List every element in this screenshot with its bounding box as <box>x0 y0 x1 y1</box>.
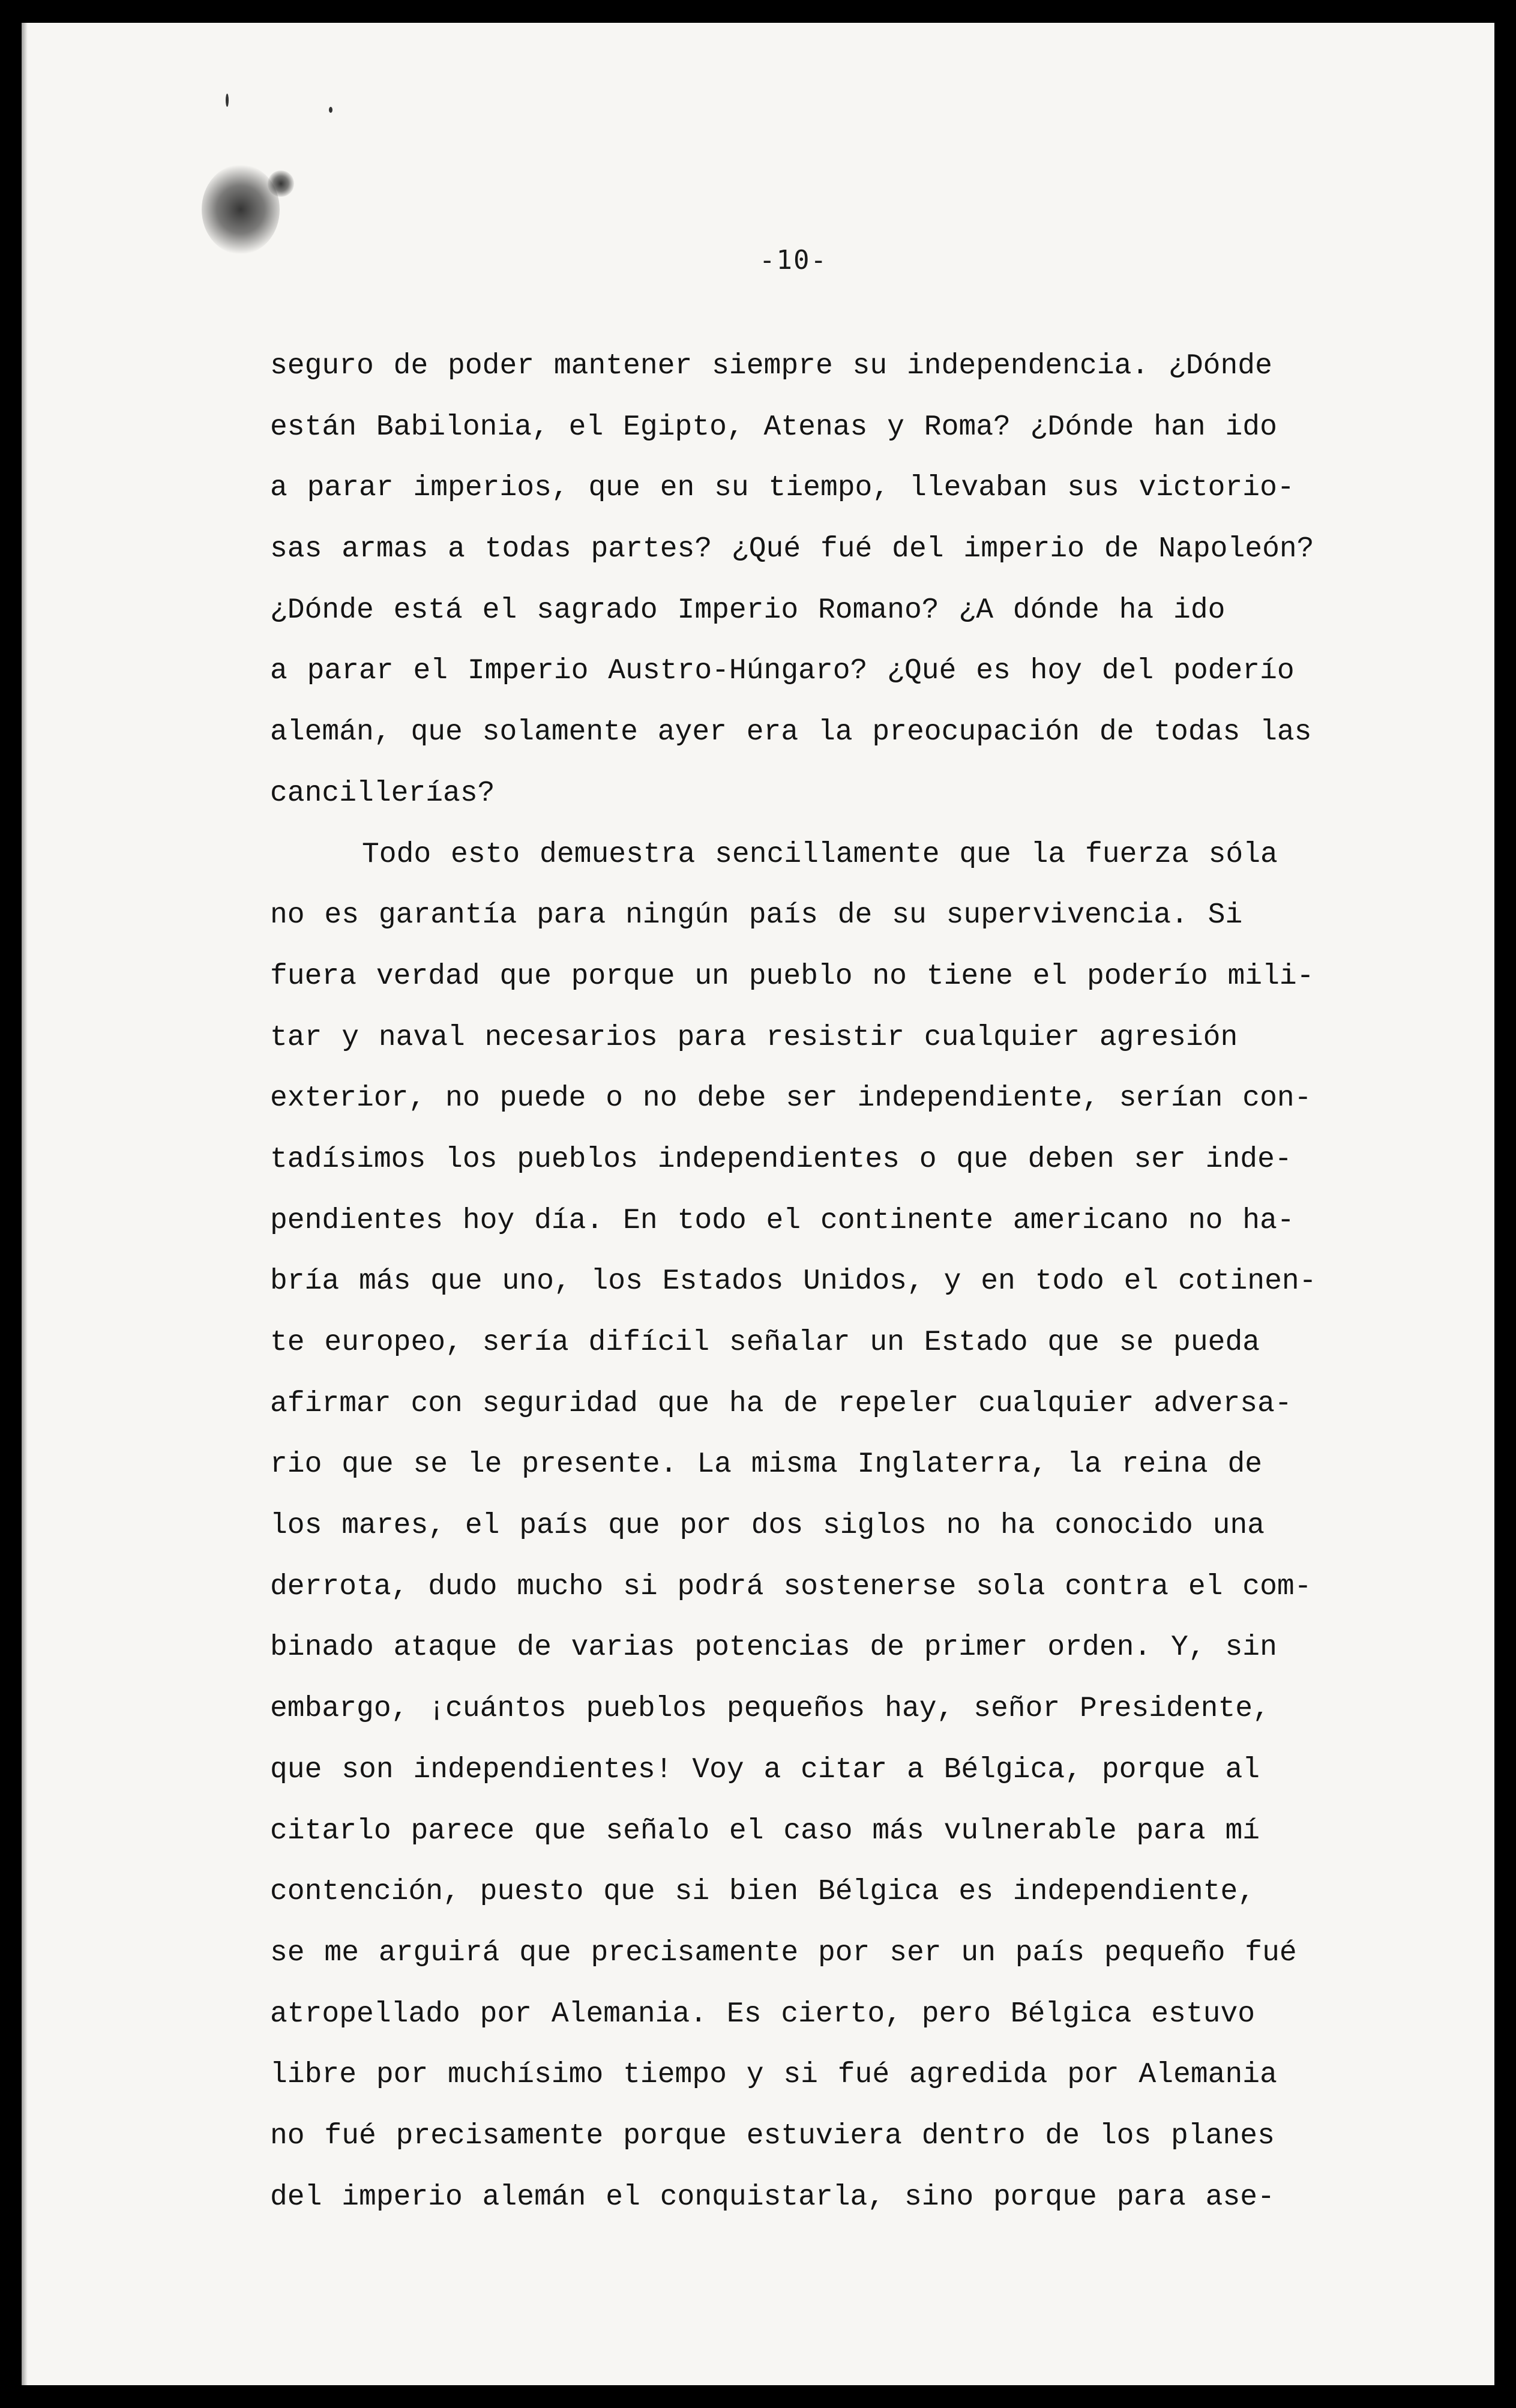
text-line: binado ataque de varias potencias de primer orden. Y, sin <box>270 1631 1277 1664</box>
text-line: tar y naval necesarios para resistir cualquier agresión <box>270 1021 1238 1054</box>
text-line: fuera verdad que porque un pueblo no tiene el poderío mili- <box>270 960 1314 993</box>
text-line: pendientes hoy día. En todo el continente americano no ha- <box>270 1204 1295 1237</box>
ink-smudge-small <box>268 170 294 197</box>
text-line: alemán, que solamente ayer era la preocupación de todas las <box>270 716 1312 749</box>
text-line: sas armas a todas partes? ¿Qué fué del imperio de Napoleón? <box>270 533 1314 566</box>
paragraph-first-line: Todo esto demuestra sencillamente que la fuerza sóla <box>362 838 1278 871</box>
paper-speck <box>329 107 332 113</box>
text-line: seguro de poder mantener siempre su independencia. ¿Dónde <box>270 350 1272 382</box>
text-line: del imperio alemán el conquistarla, sino porque para ase- <box>270 2181 1275 2214</box>
text-line: a parar imperios, que en su tiempo, llevaban sus victorio- <box>270 472 1295 505</box>
text-line: están Babilonia, el Egipto, Atenas y Roma? ¿Dónde han ido <box>270 411 1277 444</box>
text-line: los mares, el país que por dos siglos no ha conocido una <box>270 1510 1265 1543</box>
page-edge-shadow <box>22 23 28 2385</box>
text-line: que son independientes! Voy a citar a Bélgica, porque al <box>270 1753 1260 1786</box>
text-line: rio que se le presente. La misma Inglaterra, la reina de <box>270 1448 1263 1481</box>
page-number: -10- <box>759 245 828 275</box>
text-line: atropellado por Alemania. Es cierto, pero Bélgica estuvo <box>270 1997 1256 2030</box>
text-line: a parar el Imperio Austro-Húngaro? ¿Qué es hoy del poderío <box>270 655 1295 688</box>
text-line: derrota, dudo mucho si podrá sostenerse sola contra el com- <box>270 1570 1312 1603</box>
text-line: bría más que uno, los Estados Unidos, y en todo el cotinen- <box>270 1265 1317 1298</box>
text-line: libre por muchísimo tiempo y si fué agredida por Alemania <box>270 2059 1277 2092</box>
paper-speck <box>226 94 229 107</box>
text-line: tadísimos los pueblos independientes o que deben ser inde- <box>270 1143 1292 1176</box>
text-line: cancillerías? <box>270 777 495 810</box>
typewritten-page <box>22 23 1494 2385</box>
text-line: embargo, ¡cuántos pueblos pequeños hay, señor Presidente, <box>270 1693 1270 1726</box>
text-line: citarlo parece que señalo el caso más vulnerable para mí <box>270 1814 1260 1847</box>
text-line: no es garantía para ningún país de su supervivencia. Si <box>270 899 1243 932</box>
text-line: contención, puesto que si bien Bélgica es independiente, <box>270 1876 1256 1909</box>
text-line: te europeo, sería difícil señalar un Estado que se pueda <box>270 1326 1260 1359</box>
text-line: ¿Dónde está el sagrado Imperio Romano? ¿A dónde ha ido <box>270 594 1226 627</box>
text-line: se me arguirá que precisamente por ser un país pequeño fué <box>270 1936 1297 1969</box>
ink-smudge <box>202 164 280 254</box>
text-line: exterior, no puede o no debe ser independiente, serían con- <box>270 1082 1312 1115</box>
body-text <box>270 336 1368 2228</box>
text-line: no fué precisamente porque estuviera dentro de los planes <box>270 2119 1275 2152</box>
text-line: afirmar con seguridad que ha de repeler cualquier adversa- <box>270 1387 1292 1420</box>
